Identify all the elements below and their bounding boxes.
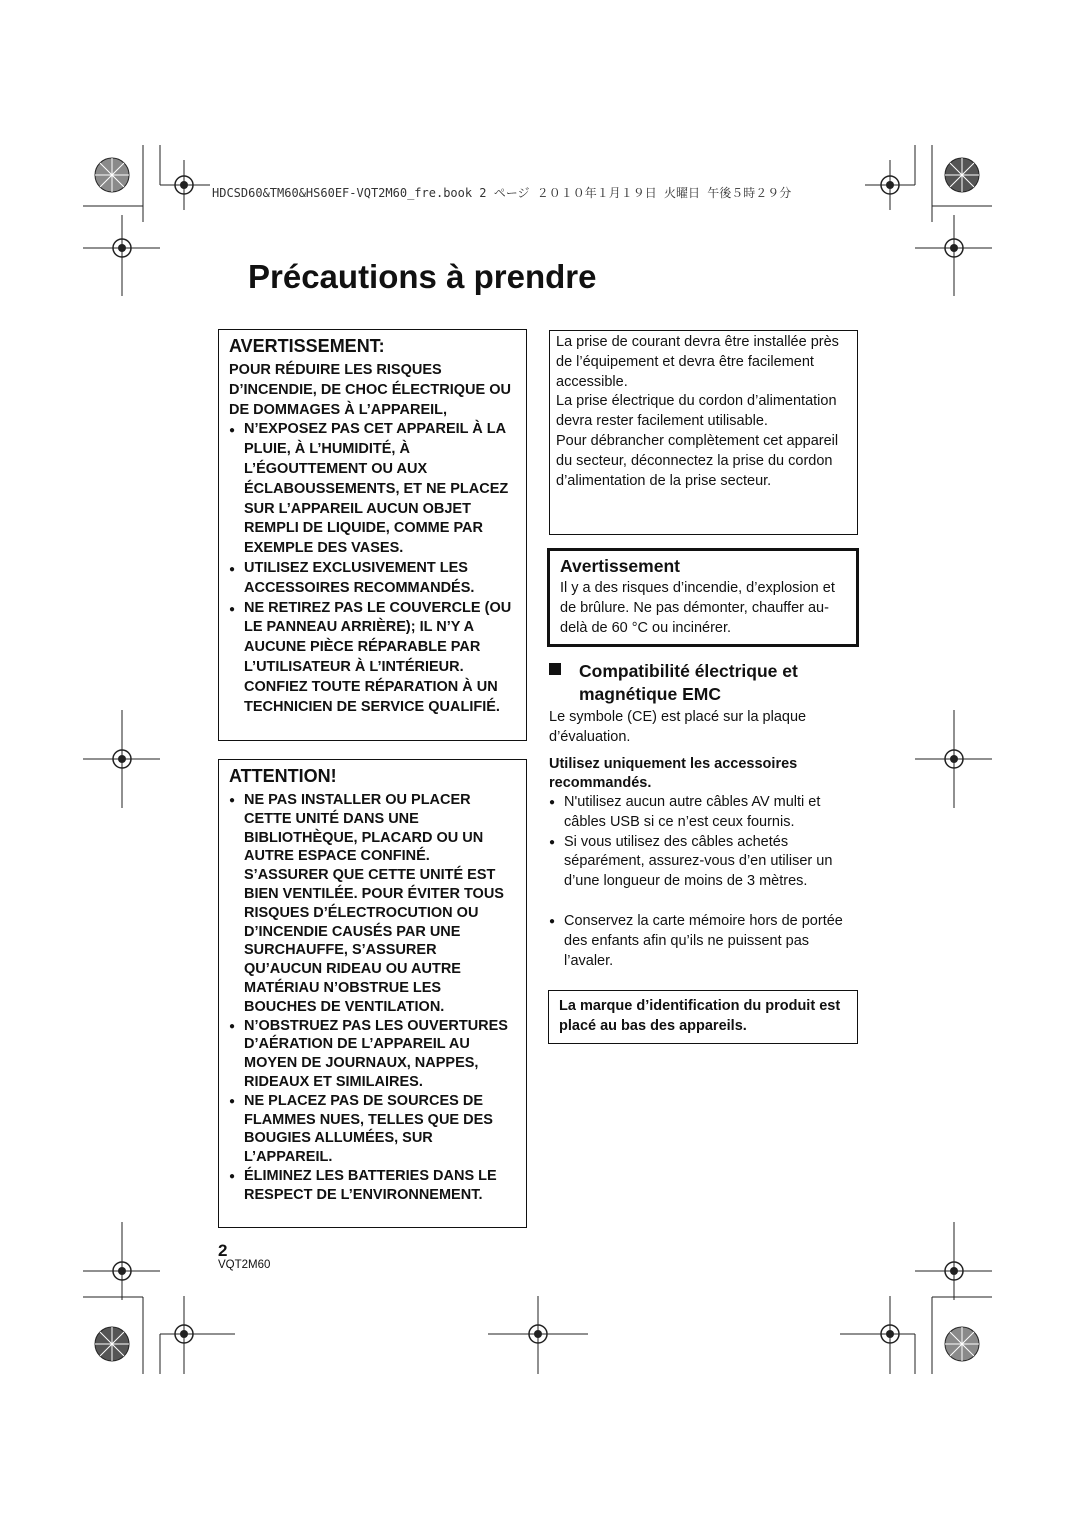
- memory-card-item: ● Conservez la carte mémoire hors de portée des enfants afin qu’ils ne puissent pas l’avaler.: [549, 912, 854, 971]
- page-title: Précautions à prendre: [248, 258, 597, 295]
- attention-heading: ATTENTION!: [229, 766, 337, 786]
- power-outlet-box: [549, 330, 858, 535]
- page-number: 2: [218, 1241, 228, 1260]
- warning-heading: AVERTISSEMENT:: [229, 336, 385, 356]
- attention-item: ● NE PAS INSTALLER OU PLACER CETTE UNITÉ DANS UNE BIBLIOTHÈQUE, PLACARD OU UN AUTRE ESPACE CONFINÉ. S’ASSURER QUE CETTE UNITÉ EST BIEN VENTILÉE. POUR ÉVITER TOUS RISQUES D’ÉLECTROCUTION OU D’INCENDIE CAUSÉS PAR UNE SURCHAUFFE, S’ASSURER QU’AUCUN RIDEAU OU AUTRE MATÉRIAU N’OBSTRUE LES BOUCHES DE VENTILATION.: [229, 791, 516, 1017]
- emc-heading: Compatibilité électrique et magnétique EMC: [549, 660, 849, 706]
- power-paragraph: Pour débrancher complètement cet appareil du secteur, déconnectez la prise du cordon d’alimentation de la prise secteur.: [556, 432, 839, 489]
- attention-item: ● NE PLACEZ PAS DE SOURCES DE FLAMMES NUES, TELLES QUE DES BOUGIES ALLUMÉES, SUR L’APPAREIL.: [229, 1092, 516, 1167]
- square-bullet-icon: [549, 663, 561, 675]
- product-id-box: [548, 990, 858, 1044]
- emc-list: [549, 793, 854, 892]
- emc-accessories-heading: Utilisez uniquement les accessoires recommandés.: [549, 756, 798, 791]
- emc-ce-text: Le symbole (CE) est placé sur la plaque d’évaluation.: [549, 709, 807, 745]
- attention-item: ● N’OBSTRUEZ PAS LES OUVERTURES D’AÉRATION DE L’APPAREIL AU MOYEN DE JOURNAUX, NAPPES, RIDEAUX ET SIMILAIRES.: [229, 1017, 516, 1092]
- product-id-text: La marque d’identification du produit est placé au bas des appareils.: [559, 998, 841, 1034]
- model-code: VQT2M60: [218, 1259, 271, 1271]
- emc-item: ● N'utilisez aucun autre câbles AV multi et câbles USB si ce n’est ceux fournis.: [549, 793, 854, 833]
- warning-item: ● UTILISEZ EXCLUSIVEMENT LES ACCESSOIRES RECOMMANDÉS.: [229, 559, 516, 599]
- battery-warning-text: Il y a des risques d’incendie, d’explosion et de brûlure. Ne pas démonter, chauffer au-delà de 60 °C ou incinérer.: [560, 580, 835, 636]
- attention-box: [218, 759, 527, 1228]
- emc-item: ● Si vous utilisez des câbles achetés séparément, assurez-vous d’en utiliser un d’une longueur de moins de 3 mètres.: [549, 833, 854, 892]
- memory-card-list: [549, 912, 854, 971]
- battery-warning-heading: Avertissement: [560, 556, 680, 576]
- warning-item: ● NE RETIREZ PAS LE COUVERCLE (OU LE PANNEAU ARRIÈRE); IL N’Y A AUCUNE PIÈCE RÉPARABLE PAR L’UTILISATEUR À L’INTÉRIEUR. CONFIEZ TOUTE RÉPARATION À UN TECHNICIEN DE SERVICE QUALIFIÉ.: [229, 599, 516, 718]
- warning-list: [229, 420, 516, 717]
- file-header: HDCSD60&TM60&HS60EF-VQT2M60_fre.book 2 ページ ２０１０年１月１９日 火曜日 午後５時２９分: [212, 186, 792, 200]
- attention-item: ● ÉLIMINEZ LES BATTERIES DANS LE RESPECT DE L’ENVIRONNEMENT.: [229, 1167, 516, 1205]
- warning-box: [218, 329, 527, 741]
- power-paragraph: La prise de courant devra être installée près de l’équipement et devra être facilement accessible.: [556, 334, 839, 390]
- power-paragraph: La prise électrique du cordon d’alimentation devra rester facilement utilisable.: [556, 393, 837, 430]
- warning-intro: POUR RÉDUIRE LES RISQUES D’INCENDIE, DE CHOC ÉLECTRIQUE OU DE DOMMAGES À L’APPAREIL,: [229, 362, 511, 418]
- battery-warning-box: [547, 548, 859, 647]
- attention-list: [229, 791, 516, 1205]
- warning-item: ● N’EXPOSEZ PAS CET APPAREIL À LA PLUIE, À L’HUMIDITÉ, À L’ÉGOUTTEMENT OU AUX ÉCLABOUSSEMENTS, ET NE PLACEZ SUR L’APPAREIL AUCUN OBJET REMPLI DE LIQUIDE, COMME PAR EXEMPLE DES VASES.: [229, 420, 516, 559]
